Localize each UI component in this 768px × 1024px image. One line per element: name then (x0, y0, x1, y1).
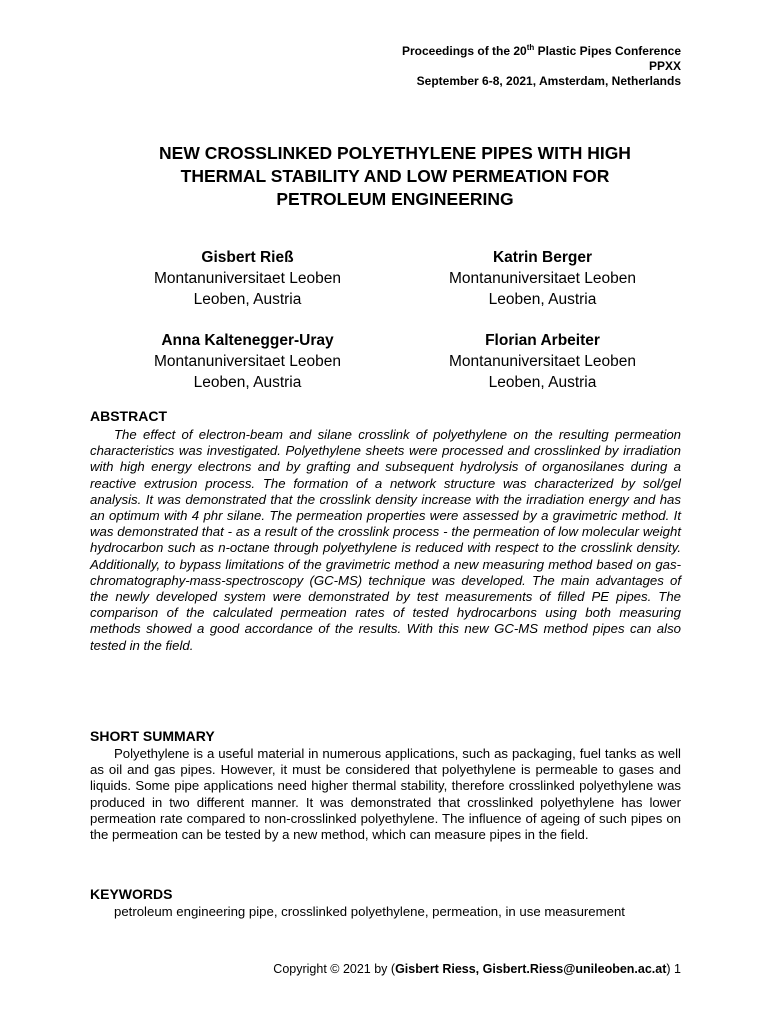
author-name: Florian Arbeiter (485, 332, 600, 349)
paper-title (90, 142, 700, 211)
keywords-text: petroleum engineering pipe, crosslinked polyethylene, permeation, in use measurement (114, 904, 625, 919)
abstract-text: The effect of electron-beam and silane crosslink of polyethylene on the resulting permeation characteristics was investigated. Polyethylene sheets were processed and crosslinked by irradiation with high energy electrons and by grafting and subsequent hydrolysis of organosilanes during a reactive extrusion process. The formation of a network structure was characterized by sol/gel analysis. It was demonstrated that the crosslink density increase with the irradiation energy and has an optimum with 4 phr silane. The permeation properties were assessed by a gravimetric method. It was demonstrated that - as a result of the crosslink process - the permeation of low molecular weight hydrocarbon such as n-octane through polyethylene is reduced with respect to the crosslink density. Additionally, to bypass limitations of the gravimetric method a new measuring method based on gas-chromatography-mass-spectroscopy (GC-MS) technique was developed. The main advantages of the newly developed system were demonstrated by test measurements of filled PE pipes. The comparison of the calculated permeation rates of tested hydrocarbons using both measuring methods showed a good accordance of the results. With this new GC-MS method pipes can also tested in the field. (90, 427, 681, 653)
author-3 (100, 330, 395, 393)
conference-header (402, 44, 681, 89)
conference-name: Proceedings of the 20th Plastic Pipes Conference (402, 43, 681, 58)
short-summary-heading: SHORT SUMMARY (90, 728, 215, 744)
author-location: Leoben, Austria (193, 374, 302, 391)
page-number: 1 (674, 962, 681, 976)
author-location: Leoben, Austria (488, 291, 597, 308)
author-block (100, 247, 690, 393)
author-affiliation: Montanuniversitaet Leoben (449, 270, 636, 287)
keywords-heading: KEYWORDS (90, 886, 173, 902)
copyright-footer: Copyright © 2021 by (Gisbert Riess, Gisbert.Riess@unileoben.ac.at) 1 (273, 962, 681, 976)
author-1 (100, 247, 395, 310)
short-summary-text: Polyethylene is a useful material in numerous applications, such as packaging, fuel tanks as well as oil and gas pipes. However, it must be considered that polyethylene is permeable to gases and liquids. Some pipe applications need higher thermal stability, therefore crosslinked polyethylene was produced in two different manner. It was demonstrated that crosslinked polyethylene has lower permeation rate compared to non-crosslinked polyethylene. The influence of ageing of such pipes on the permeation can be tested by a new method, which can measure pipes in the field. (90, 746, 681, 843)
title-line-3: PETROLEUM ENGINEERING (276, 189, 514, 209)
author-affiliation: Montanuniversitaet Leoben (154, 270, 341, 287)
footer-author: Gisbert Riess (395, 962, 476, 976)
author-affiliation: Montanuniversitaet Leoben (154, 353, 341, 370)
title-line-2: THERMAL STABILITY AND LOW PERMEATION FOR (180, 166, 610, 186)
author-2 (395, 247, 690, 310)
author-location: Leoben, Austria (488, 374, 597, 391)
author-4 (395, 330, 690, 393)
author-name: Katrin Berger (492, 249, 593, 266)
conference-acronym: PPXX (648, 59, 681, 73)
author-name: Gisbert Rieß (201, 249, 294, 266)
conference-date-location: September 6-8, 2021, Amsterdam, Netherlands (416, 74, 681, 88)
title-line-1: NEW CROSSLINKED POLYETHYLENE PIPES WITH HIGH (159, 143, 631, 163)
ordinal-superscript: th (526, 43, 535, 52)
abstract-heading: ABSTRACT (90, 408, 167, 424)
footer-email[interactable]: Gisbert.Riess@unileoben.ac.at (482, 962, 667, 976)
author-location: Leoben, Austria (193, 291, 302, 308)
author-affiliation: Montanuniversitaet Leoben (449, 353, 636, 370)
author-name: Anna Kaltenegger-Uray (161, 332, 334, 349)
